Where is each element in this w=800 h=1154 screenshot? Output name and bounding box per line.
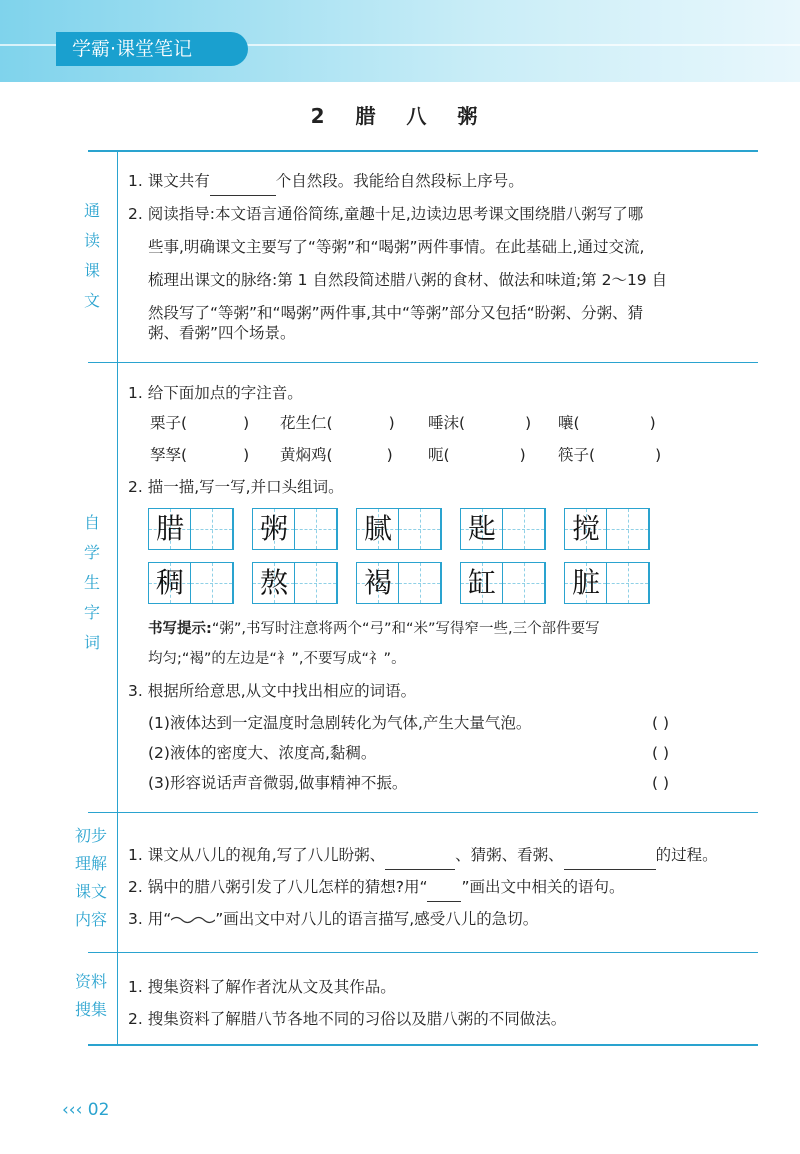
label-word: 资料 bbox=[74, 972, 107, 991]
label-char: 课 bbox=[83, 261, 100, 280]
understand-q1-text-3: 的过程。 bbox=[655, 846, 718, 864]
read-q2-line: 些事,明确课文主要写了“等粥”和“喝粥”两件事情。在此基础上,通过交流, bbox=[148, 238, 645, 256]
char-grid[interactable] bbox=[460, 562, 546, 604]
pinyin-item: 黄焖鸡( ) bbox=[280, 446, 393, 464]
read-q1-text-2: 个自然段。我能给自然段标上序号。 bbox=[275, 172, 524, 190]
char-grid[interactable] bbox=[564, 562, 650, 604]
divider-top bbox=[88, 150, 758, 152]
pinyin-item: 孥孥( ) bbox=[150, 446, 250, 464]
practice-char: 腻 bbox=[363, 512, 392, 545]
label-word: 内容 bbox=[74, 910, 107, 929]
research-q1: 1. 搜集资料了解作者沈从文及其作品。 bbox=[128, 978, 396, 996]
char-grid[interactable] bbox=[356, 508, 442, 550]
practice-char: 褐 bbox=[363, 566, 392, 599]
char-grid[interactable] bbox=[148, 562, 234, 604]
words-q3: 3. 根据所给意思,从文中找出相应的词语。 bbox=[128, 682, 417, 700]
label-column-line bbox=[117, 150, 118, 1044]
q3-item-text: (1)液体达到一定温度时急剧转化为气体,产生大量气泡。 bbox=[148, 714, 532, 732]
practice-char: 腊 bbox=[155, 512, 184, 545]
words-q1: 1. 给下面加点的字注音。 bbox=[128, 384, 303, 402]
label-char: 词 bbox=[83, 633, 100, 652]
practice-char: 稠 bbox=[155, 566, 184, 599]
pinyin-item: 花生仁( ) bbox=[280, 414, 395, 432]
answer-paren[interactable]: ( ) bbox=[652, 714, 670, 732]
research-q2: 2. 搜集资料了解腊八节各地不同的习俗以及腊八粥的不同做法。 bbox=[128, 1010, 567, 1028]
label-word: 理解 bbox=[74, 854, 107, 873]
practice-char: 缸 bbox=[467, 566, 496, 599]
practice-char: 脏 bbox=[571, 566, 600, 599]
char-grid[interactable] bbox=[252, 508, 338, 550]
practice-char: 匙 bbox=[467, 512, 496, 545]
practice-char: 熬 bbox=[259, 566, 288, 599]
tip-label: 书写提示: bbox=[148, 621, 212, 637]
read-q2-line: 然段写了“等粥”和“喝粥”两件事,其中“等粥”部分又包括“盼粥、分粥、猜 bbox=[148, 304, 644, 322]
char-grid[interactable] bbox=[356, 562, 442, 604]
brand-title: 学霸·课堂笔记 bbox=[72, 38, 193, 60]
pinyin-item: 筷子( ) bbox=[558, 446, 662, 464]
section-label-words bbox=[72, 508, 112, 658]
q3-item bbox=[148, 738, 778, 768]
char-grid[interactable] bbox=[252, 562, 338, 604]
read-q2-line: 粥、看粥”四个场景。 bbox=[148, 324, 296, 342]
answer-paren[interactable]: ( ) bbox=[652, 774, 670, 792]
wavy-line-icon bbox=[171, 915, 215, 925]
label-char: 文 bbox=[83, 291, 100, 310]
label-char: 通 bbox=[83, 201, 100, 220]
q3-item-text: (3)形容说话声音微弱,做事精神不振。 bbox=[148, 774, 408, 792]
q3-item bbox=[148, 768, 778, 798]
understand-q1 bbox=[128, 840, 758, 870]
understand-q2 bbox=[128, 872, 758, 902]
read-q2-line: 2. 阅读指导:本文语言通俗简练,童趣十足,边读边思考课文围绕腊八粥写了哪 bbox=[128, 205, 644, 223]
understand-q3-text: 3. 用“ bbox=[128, 910, 172, 928]
label-char: 字 bbox=[83, 603, 100, 622]
char-grid[interactable] bbox=[148, 508, 234, 550]
answer-blank[interactable] bbox=[210, 175, 276, 196]
pinyin-item: 唾沫( ) bbox=[428, 414, 532, 432]
answer-blank[interactable] bbox=[385, 849, 455, 870]
underline-sample bbox=[427, 881, 461, 902]
label-word: 课文 bbox=[74, 882, 107, 901]
understand-q3-text-2: ”画出文中对八儿的语言描写,感受八儿的急切。 bbox=[215, 910, 539, 928]
read-q1 bbox=[128, 166, 758, 196]
char-grid[interactable] bbox=[564, 508, 650, 550]
brand-badge bbox=[56, 32, 248, 66]
practice-char: 搅 bbox=[571, 512, 600, 545]
answer-paren[interactable]: ( ) bbox=[652, 744, 670, 762]
words-q2: 2. 描一描,写一写,并口头组词。 bbox=[128, 478, 344, 496]
label-char: 读 bbox=[83, 231, 100, 250]
understand-q2-text-2: ”画出文中相关的语句。 bbox=[461, 878, 625, 896]
read-q1-text: 1. 课文共有 bbox=[128, 172, 210, 190]
label-word: 搜集 bbox=[74, 1000, 107, 1019]
divider-read bbox=[88, 362, 758, 363]
section-label-read bbox=[72, 196, 112, 316]
q3-item-text: (2)液体的密度大、浓度高,黏稠。 bbox=[148, 744, 377, 762]
lesson-title: 2 腊 八 粥 bbox=[310, 104, 490, 128]
divider-bottom bbox=[88, 1044, 758, 1046]
read-q2-line: 梳理出课文的脉络:第 1 自然段简述腊八粥的食材、做法和味道;第 2～19 自 bbox=[148, 271, 668, 289]
pinyin-item: 嚷( ) bbox=[558, 414, 656, 432]
understand-q1-text-2: 、猜粥、看粥、 bbox=[455, 846, 564, 864]
divider-words bbox=[88, 812, 758, 813]
header-band bbox=[0, 0, 800, 82]
label-word: 初步 bbox=[74, 826, 107, 845]
understand-q1-text: 1. 课文从八儿的视角,写了八儿盼粥、 bbox=[128, 846, 386, 864]
section-label-understand bbox=[68, 822, 114, 934]
divider-understand bbox=[88, 952, 758, 953]
label-char: 学 bbox=[83, 543, 100, 562]
page-number: ‹‹‹ 02 bbox=[62, 1100, 110, 1120]
q3-item bbox=[148, 708, 778, 738]
pinyin-item: 呃( ) bbox=[428, 446, 526, 464]
writing-tip bbox=[148, 614, 778, 644]
answer-blank[interactable] bbox=[564, 849, 656, 870]
label-char: 自 bbox=[83, 513, 100, 532]
understand-q3 bbox=[128, 904, 758, 934]
tip-text: “粥”,书写时注意将两个“弓”和“米”写得窄一些,三个部件要写 bbox=[211, 621, 600, 637]
pinyin-item: 栗子( ) bbox=[150, 414, 250, 432]
understand-q2-text: 2. 锅中的腊八粥引发了八儿怎样的猜想?用“ bbox=[128, 878, 428, 896]
label-char: 生 bbox=[83, 573, 100, 592]
section-label-research bbox=[68, 968, 114, 1024]
tip-text-2: 均匀;“褐”的左边是“衤”,不要写成“礻”。 bbox=[148, 651, 406, 667]
char-grid[interactable] bbox=[460, 508, 546, 550]
practice-char: 粥 bbox=[259, 512, 288, 545]
